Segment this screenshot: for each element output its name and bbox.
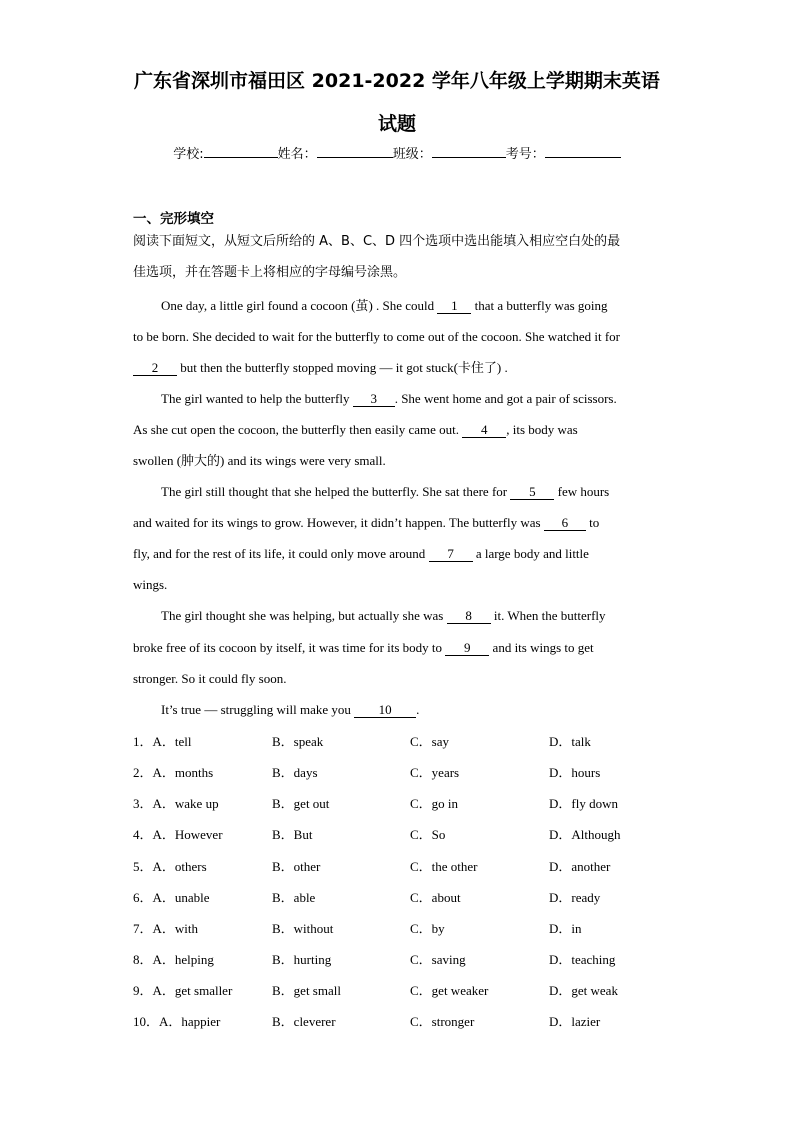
- option-d[interactable]: D．hours: [549, 765, 601, 780]
- option-a[interactable]: 5．A．others: [133, 859, 207, 874]
- passage-text: The girl thought she was helping, but actually she was: [161, 608, 447, 623]
- option-c[interactable]: C．say: [410, 734, 450, 749]
- passage-line: [133, 421, 663, 439]
- passage-line: [133, 639, 663, 657]
- blank-3[interactable]: 3: [353, 392, 395, 407]
- exam-title-line-2: 试题: [377, 113, 416, 135]
- passage-text: it. When the butterfly: [490, 608, 606, 623]
- option-b[interactable]: B．speak: [272, 734, 324, 749]
- option-b[interactable]: B．cleverer: [272, 1014, 336, 1029]
- passage-text: to be born. She decided to wait for the butterfly to come out of the cocoon. She watched it for: [133, 329, 620, 344]
- option-b[interactable]: B．get out: [272, 796, 330, 811]
- option-c[interactable]: C．years: [410, 765, 460, 780]
- option-c[interactable]: C．get weaker: [410, 983, 489, 998]
- option-c[interactable]: C．So: [410, 827, 446, 842]
- option-b[interactable]: B．other: [272, 859, 321, 874]
- passage-text: It’s true — struggling will make you: [161, 702, 355, 717]
- option-a[interactable]: 2．A．months: [133, 765, 214, 780]
- passage-line: [133, 576, 663, 594]
- exam-title-line-1: 广东省深圳市福田区 2021-2022 学年八年级上学期期末英语: [134, 70, 660, 92]
- instruction-line-2: 佳选项，并在答题卡上将相应的字母编号涂黑。: [133, 265, 407, 280]
- blank-10[interactable]: 10: [354, 703, 416, 718]
- option-d[interactable]: D．teaching: [549, 952, 616, 967]
- class-blank[interactable]: [432, 143, 506, 158]
- option-d[interactable]: D．get weak: [549, 983, 618, 998]
- passage-line: [161, 297, 691, 315]
- option-d[interactable]: D．another: [549, 859, 611, 874]
- option-c[interactable]: C．saving: [410, 952, 466, 967]
- blank-6[interactable]: 6: [544, 516, 586, 531]
- blank-1[interactable]: 1: [437, 299, 471, 314]
- instruction-line-1: 阅读下面短文，从短文后所给的 A、B、C、D 四个选项中选出能填入相应空白处的最: [133, 234, 621, 249]
- blank-8[interactable]: 8: [447, 609, 491, 624]
- passage-text: that a butterfly was going: [471, 298, 608, 313]
- option-b[interactable]: B．without: [272, 921, 334, 936]
- passage-text: to: [585, 515, 600, 530]
- option-a[interactable]: 7．A．with: [133, 921, 199, 936]
- passage-line: [161, 701, 691, 719]
- passage-text: and waited for its wings to grow. However, it didn’t happen. The butterfly was: [133, 515, 544, 530]
- class-label: 班级：: [392, 147, 432, 162]
- passage-line: [161, 483, 691, 501]
- blank-9[interactable]: 9: [445, 641, 489, 656]
- option-d[interactable]: D．talk: [549, 734, 591, 749]
- passage-text: few hours: [554, 484, 610, 499]
- passage-text: The girl wanted to help the butterfly: [161, 391, 353, 406]
- option-a[interactable]: 9．A．get smaller: [133, 983, 233, 998]
- option-b[interactable]: B．able: [272, 890, 316, 905]
- option-c[interactable]: C．go in: [410, 796, 459, 811]
- option-a[interactable]: 10．A．happier: [133, 1014, 221, 1029]
- name-blank[interactable]: [317, 143, 393, 158]
- student-info-line: [0, 143, 794, 165]
- passage-text: wings.: [133, 577, 168, 592]
- option-a[interactable]: 1．A．tell: [133, 734, 192, 749]
- passage-text: swollen (肿大的) and its wings were very small.: [133, 453, 386, 468]
- school-blank[interactable]: [204, 143, 278, 158]
- passage-line: [133, 670, 663, 688]
- option-d[interactable]: D．fly down: [549, 796, 618, 811]
- passage-text: The girl still thought that she helped the butterfly. She sat there for: [161, 484, 511, 499]
- passage-line: [133, 452, 663, 470]
- option-d[interactable]: D．Although: [549, 827, 621, 842]
- passage-line: [133, 514, 663, 532]
- passage-text: One day, a little girl found a cocoon (茧) . She could: [161, 298, 438, 313]
- passage-line: [133, 359, 663, 377]
- blank-7[interactable]: 7: [429, 547, 473, 562]
- passage-line: [161, 390, 691, 408]
- option-c[interactable]: C．the other: [410, 859, 478, 874]
- passage-text: fly, and for the rest of its life, it could only move around: [133, 546, 429, 561]
- school-label: 学校:: [173, 147, 204, 162]
- option-a[interactable]: 4．A．However: [133, 827, 223, 842]
- blank-2[interactable]: 2: [133, 361, 177, 376]
- passage-text: .: [416, 702, 420, 717]
- number-label: 考号：: [505, 147, 545, 162]
- passage-line: [133, 328, 663, 346]
- option-a[interactable]: 6．A．unable: [133, 890, 210, 905]
- passage-text: a large body and little: [472, 546, 589, 561]
- section-heading: 一、完形填空: [133, 211, 214, 227]
- passage-text: but then the butterfly stopped moving — it got stuck(卡住了) .: [177, 360, 508, 375]
- option-b[interactable]: B．hurting: [272, 952, 332, 967]
- option-c[interactable]: C．about: [410, 890, 461, 905]
- name-label: 姓名：: [277, 147, 317, 162]
- option-c[interactable]: C．stronger: [410, 1014, 475, 1029]
- option-b[interactable]: B．But: [272, 827, 313, 842]
- passage-text: broke free of its cocoon by itself, it was time for its body to: [133, 640, 446, 655]
- option-a[interactable]: 8．A．helping: [133, 952, 214, 967]
- option-c[interactable]: C．by: [410, 921, 445, 936]
- blank-5[interactable]: 5: [510, 485, 554, 500]
- option-b[interactable]: B．days: [272, 765, 318, 780]
- passage-text: , its body was: [506, 422, 578, 437]
- passage-line: [161, 607, 691, 625]
- passage-text: stronger. So it could fly soon.: [133, 671, 287, 686]
- option-d[interactable]: D．ready: [549, 890, 601, 905]
- option-d[interactable]: D．lazier: [549, 1014, 601, 1029]
- passage-text: As she cut open the cocoon, the butterfly then easily came out.: [133, 422, 463, 437]
- number-blank[interactable]: [545, 143, 621, 158]
- option-d[interactable]: D．in: [549, 921, 582, 936]
- option-a[interactable]: 3．A．wake up: [133, 796, 219, 811]
- passage-line: [133, 545, 663, 563]
- passage-text: and its wings to get: [489, 640, 594, 655]
- option-b[interactable]: B．get small: [272, 983, 341, 998]
- blank-4[interactable]: 4: [462, 423, 506, 438]
- passage-text: . She went home and got a pair of scissors.: [394, 391, 617, 406]
